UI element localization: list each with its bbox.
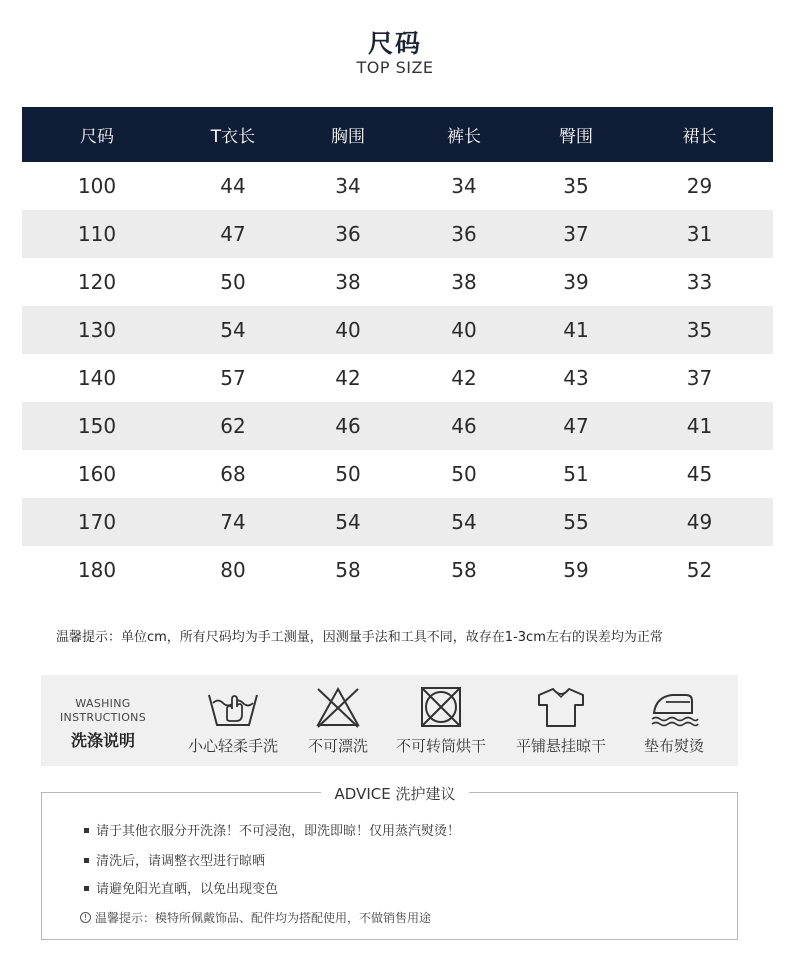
cell-skirt-length: 35 [686,318,713,342]
wash-label-hand-wash: 小心轻柔手洗 [187,737,278,755]
cell-skirt-length: 33 [686,270,713,294]
size-table [22,107,773,594]
cell-top-length: 47 [220,222,246,246]
wash-item-hand-wash [173,685,293,756]
cell-chest: 58 [335,558,361,582]
advice-footnote-text: 温馨提示：模特所佩戴饰品、配件均为搭配使用，不做销售用途 [95,911,432,925]
cell-hip: 43 [563,366,589,390]
cell-top-length: 44 [220,174,246,198]
column-header-hip: 臀围 [559,127,593,147]
info-icon: ! [80,912,91,923]
column-header-top-length: T衣长 [210,127,256,147]
table-body [22,162,773,594]
cell-chest: 40 [335,318,361,342]
cell-top-length: 74 [220,510,246,534]
cell-size: 130 [77,318,117,342]
table-row [22,450,773,498]
wash-label-flat-dry: 平铺悬挂晾干 [515,737,606,755]
cell-size: 180 [77,558,117,582]
cell-skirt-length: 45 [686,462,713,486]
cell-chest: 38 [335,270,361,294]
wash-label-iron-with-cloth: 垫布熨烫 [643,737,704,755]
wash-label-no-bleach: 不可漂洗 [307,737,368,755]
table-row [22,306,773,354]
cell-skirt-length: 31 [686,222,713,246]
advice-line-2-text: 清洗后，请调整衣型进行晾晒 [96,854,266,869]
table-row [22,162,773,210]
no-tumble-dry-icon [413,685,469,729]
cell-skirt-length: 52 [686,558,713,582]
washing-instructions-panel [41,675,738,766]
advice-line-1-text: 请于其他衣服分开洗涤！不可浸泡，即洗即晾！仅用蒸汽熨烫！ [96,824,461,839]
washing-heading-en-2: INSTRUCTIONS [60,711,146,724]
table-row [22,546,773,594]
cell-size: 100 [77,174,117,198]
advice-line-3 [84,878,278,897]
cell-size: 140 [77,366,117,390]
page-subtitle: TOP SIZE [356,58,434,77]
cell-pants-length: 40 [451,318,477,342]
cell-pants-length: 50 [451,462,477,486]
cell-size: 110 [77,222,117,246]
cell-top-length: 68 [220,462,246,486]
iron-with-cloth-icon [646,685,702,729]
page-title: 尺码 [367,29,422,58]
cell-skirt-length: 49 [686,510,713,534]
advice-footnote [80,909,431,926]
table-row [22,258,773,306]
cell-hip: 51 [563,462,589,486]
advice-line-3-text: 请避免阳光直晒，以免出现变色 [96,882,279,897]
cell-chest: 46 [335,414,361,438]
cell-hip: 35 [563,174,589,198]
wash-label-no-tumble-dry: 不可转筒烘干 [395,737,486,755]
cell-hip: 41 [563,318,589,342]
cell-top-length: 50 [220,270,246,294]
cell-hip: 55 [563,510,589,534]
cell-pants-length: 36 [451,222,477,246]
cell-top-length: 62 [220,414,246,438]
table-row [22,402,773,450]
cell-skirt-length: 41 [686,414,713,438]
wash-item-no-bleach [278,685,398,756]
cell-pants-length: 42 [451,366,477,390]
bullet-icon [84,886,89,891]
hand-wash-icon [205,685,261,729]
bullet-icon [84,828,89,833]
cell-size: 120 [77,270,117,294]
washing-heading-cn: 洗涤说明 [70,731,135,750]
cell-pants-length: 34 [451,174,477,198]
cell-chest: 54 [335,510,361,534]
cell-top-length: 57 [220,366,246,390]
table-row [22,210,773,258]
cell-top-length: 54 [220,318,246,342]
wash-item-flat-dry [501,685,621,756]
cell-top-length: 80 [220,558,246,582]
measurement-notice: 温馨提示：单位cm，所有尺码均为手工测量，因测量手法和工具不同，故存在1-3cm左右的误差均为正常 [56,630,663,645]
advice-line-2 [84,850,265,869]
cell-chest: 36 [335,222,361,246]
table-header [22,107,773,162]
washing-heading-en-1: WASHING [75,697,131,710]
cell-hip: 47 [563,414,589,438]
bullet-icon [84,858,89,863]
cell-hip: 39 [563,270,589,294]
column-header-chest: 胸围 [331,127,365,147]
cell-pants-length: 46 [451,414,477,438]
wash-item-no-tumble-dry [381,685,501,756]
cell-size: 150 [77,414,117,438]
table-row [22,354,773,402]
cell-pants-length: 58 [451,558,477,582]
cell-chest: 50 [335,462,361,486]
no-bleach-icon [310,685,366,729]
column-header-size: 尺码 [80,127,114,147]
cell-size: 170 [77,510,117,534]
cell-skirt-length: 37 [686,366,713,390]
cell-chest: 34 [335,174,361,198]
cell-pants-length: 54 [451,510,477,534]
cell-skirt-length: 29 [686,174,713,198]
wash-item-iron-with-cloth [614,685,734,756]
cell-hip: 59 [563,558,589,582]
column-header-pants-length: 裤长 [447,127,481,147]
washing-heading [41,697,165,751]
advice-title-text: ADVICE 洗护建议 [321,785,470,803]
table-row [22,498,773,546]
advice-title [0,783,790,804]
advice-line-1 [84,820,460,839]
column-header-skirt-length: 裙长 [682,127,717,147]
cell-hip: 37 [563,222,589,246]
cell-chest: 42 [335,366,361,390]
cell-pants-length: 38 [451,270,477,294]
cell-size: 160 [77,462,117,486]
flat-dry-icon [533,685,589,729]
